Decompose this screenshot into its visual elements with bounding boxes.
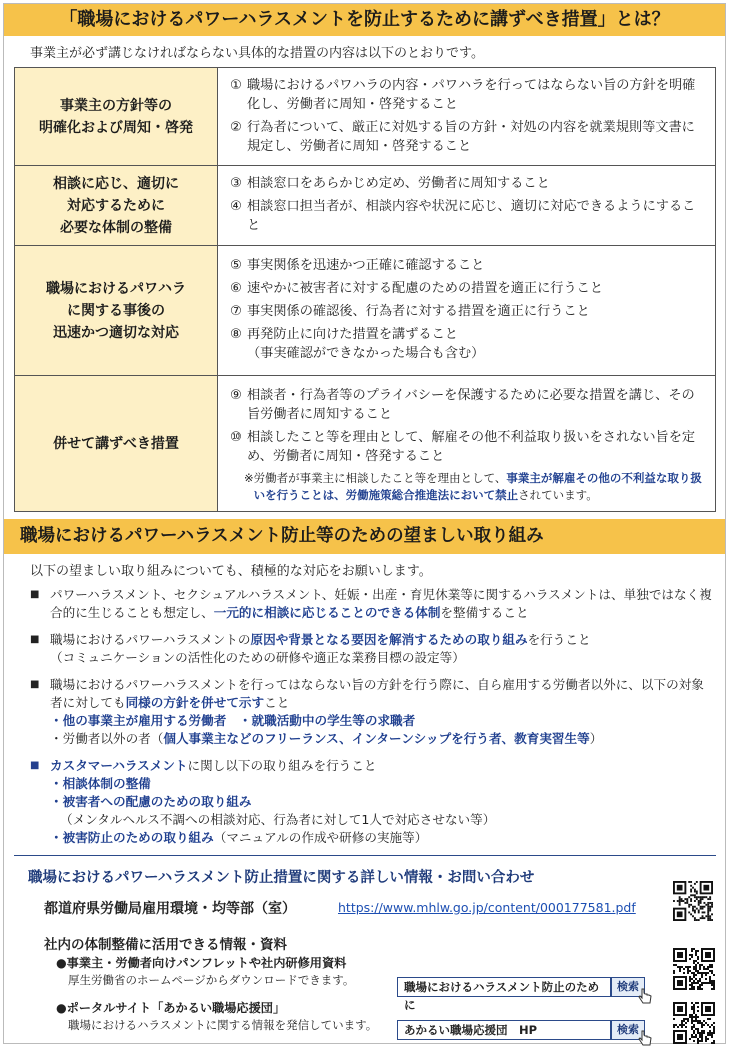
section2-title: 職場におけるパワーハラスメント防止等のための望ましい取り組み: [4, 519, 725, 554]
resources-title: 社内の体制整備に活用できる情報・資料: [44, 937, 287, 953]
items-policy: [218, 68, 716, 166]
list-item: ⑩ 相談したこと等を理由として、解雇その他不利益取り扱いをされない旨を定め、労働者に周知・啓発すること: [230, 429, 696, 464]
measures-table: [14, 67, 716, 512]
list-item: ⑧ 再発防止に向けた措置を講ずること （事実確認ができなかった場合も含む）: [230, 327, 485, 361]
table-row: [15, 376, 716, 512]
list-item: ② 行為者について、厳正に対処する旨の方針・対処の内容を就業規則等文書に規定し、労働者に周知・啓発すること: [230, 119, 695, 154]
list-item: ⑨ 相談者・行為者等のプライバシーを保護するために必要な措置を講じ、その旨労働者に周知すること: [230, 387, 695, 422]
category-additional: 併せて講ずべき措置: [15, 376, 218, 512]
square-bullet-icon: ■: [30, 760, 40, 771]
items-additional: [218, 376, 716, 512]
category-consultation: 相談に応じ、適切に 対応するために 必要な体制の整備: [15, 166, 218, 246]
table-row: [15, 246, 716, 376]
info-url-link[interactable]: https://www.mhlw.go.jp/content/000177581.pdf: [338, 900, 636, 915]
table-row: [15, 166, 716, 246]
resource-pamphlet: ●事業主・労働者向けパンフレットや社内研修用資料 厚生労働省のホームページからダウンロードできます。: [56, 956, 355, 987]
divider: [14, 855, 716, 856]
list-item: ■ パワーハラスメント、セクシュアルハラスメント、妊娠・出産・育児休業等に関するハラスメントは、単独ではなく複合的に生じることも想定し、一元的に相談に応じることのできる体制を整備すること: [30, 587, 712, 620]
bureau-name: 都道府県労働局雇用環境・均等部（室）: [44, 901, 296, 917]
category-policy: 事業主の方針等の 明確化および周知・啓発: [15, 68, 218, 166]
list-item: ■ 職場におけるパワーハラスメントの原因や背景となる要因を解消するための取り組みを行うこと （コミュニケーションの活性化のための研修や適正な業務目標の設定等）: [30, 632, 591, 665]
list-item: ⑥ 速やかに被害者に対する配慮のための措置を適正に行うこと: [230, 281, 604, 296]
list-item: ■ カスタマーハラスメントに関し以下の取り組みを行うこと ・相談体制の整備 ・被害者への配慮のための取り組み （メンタルヘルス不調への相談対応、行為者に対して1人で対応させない等） ・被害防止のための取り組み（マニュアルの作成や研修の実施等）: [30, 758, 496, 845]
items-consultation: [218, 166, 716, 246]
search-box-pamphlet[interactable]: 職場におけるハラスメント防止のために: [397, 977, 611, 997]
header-title: 「職場におけるパワーハラスメントを防止するために講ずべき措置」とは？: [4, 4, 725, 36]
items-response: [218, 246, 716, 376]
resource-portal: ●ポータルサイト「あかるい職場応援団」 職場におけるハラスメントに関する情報を発信しています。: [56, 1001, 378, 1032]
table-row: [15, 68, 716, 166]
list-item: ④ 相談窓口担当者が、相談内容や状況に応じ、適切に対応できるようにすること: [230, 199, 696, 233]
qr-code-icon: [673, 881, 713, 921]
list-item: ⑦ 事実関係の確認後、行為者に対する措置を適正に行うこと: [230, 304, 590, 319]
square-bullet-icon: ■: [30, 679, 40, 690]
list-item: ③ 相談窓口をあらかじめ定め、労働者に周知すること: [230, 176, 550, 191]
hand-cursor-icon: [638, 988, 652, 1004]
search-box-portal[interactable]: あかるい職場応援団 HP: [397, 1020, 611, 1040]
search-button-pamphlet[interactable]: 検索: [611, 977, 645, 997]
square-bullet-icon: ■: [30, 589, 40, 600]
square-bullet-icon: ■: [30, 634, 40, 645]
qr-code-icon: [673, 948, 715, 990]
category-response: 職場におけるパワハラ に関する事後の 迅速かつ適切な対応: [15, 246, 218, 376]
qr-code-icon: [673, 1002, 715, 1044]
hand-cursor-icon: [638, 1030, 652, 1046]
item8-sub: （事実確認ができなかった場合も含む）: [247, 346, 485, 361]
list-item: ■ 職場におけるパワーハラスメントを行ってはならない旨の方針を行う際に、自ら雇用する労働者以外に、以下の対象者に対しても同様の方針を併せて示すこと ・他の事業主が雇用する労働者 ・就職活動中の学生等の求職者 ・労働者以外の者（個人事業主などのフリーランス、インターンシップを行う者、教育実習生等）: [30, 677, 704, 746]
list-item: ⑤ 事実関係を迅速かつ正確に確認すること: [230, 258, 485, 273]
section2-intro: 以下の望ましい取り組みについても、積極的な対応をお願いします。: [30, 564, 432, 579]
recommended-list: [30, 586, 716, 856]
note-text: ※ 労働者が事業主に相談したこと等を理由として、事業主が解雇その他の不利益な取り扱いを行うことは、労働施策総合推進法において禁止されています。: [244, 470, 702, 502]
list-item: ① 職場におけるパワハラの内容・パワハラを行ってはならない旨の方針を明確化し、労働者に周知・啓発すること: [230, 77, 696, 112]
search-button-portal[interactable]: 検索: [611, 1020, 645, 1040]
info-title: 職場におけるパワーハラスメント防止措置に関する詳しい情報・お問い合わせ: [28, 870, 535, 886]
header-intro: 事業主が必ず講じなければならない具体的な措置の内容は以下のとおりです。: [30, 46, 484, 61]
